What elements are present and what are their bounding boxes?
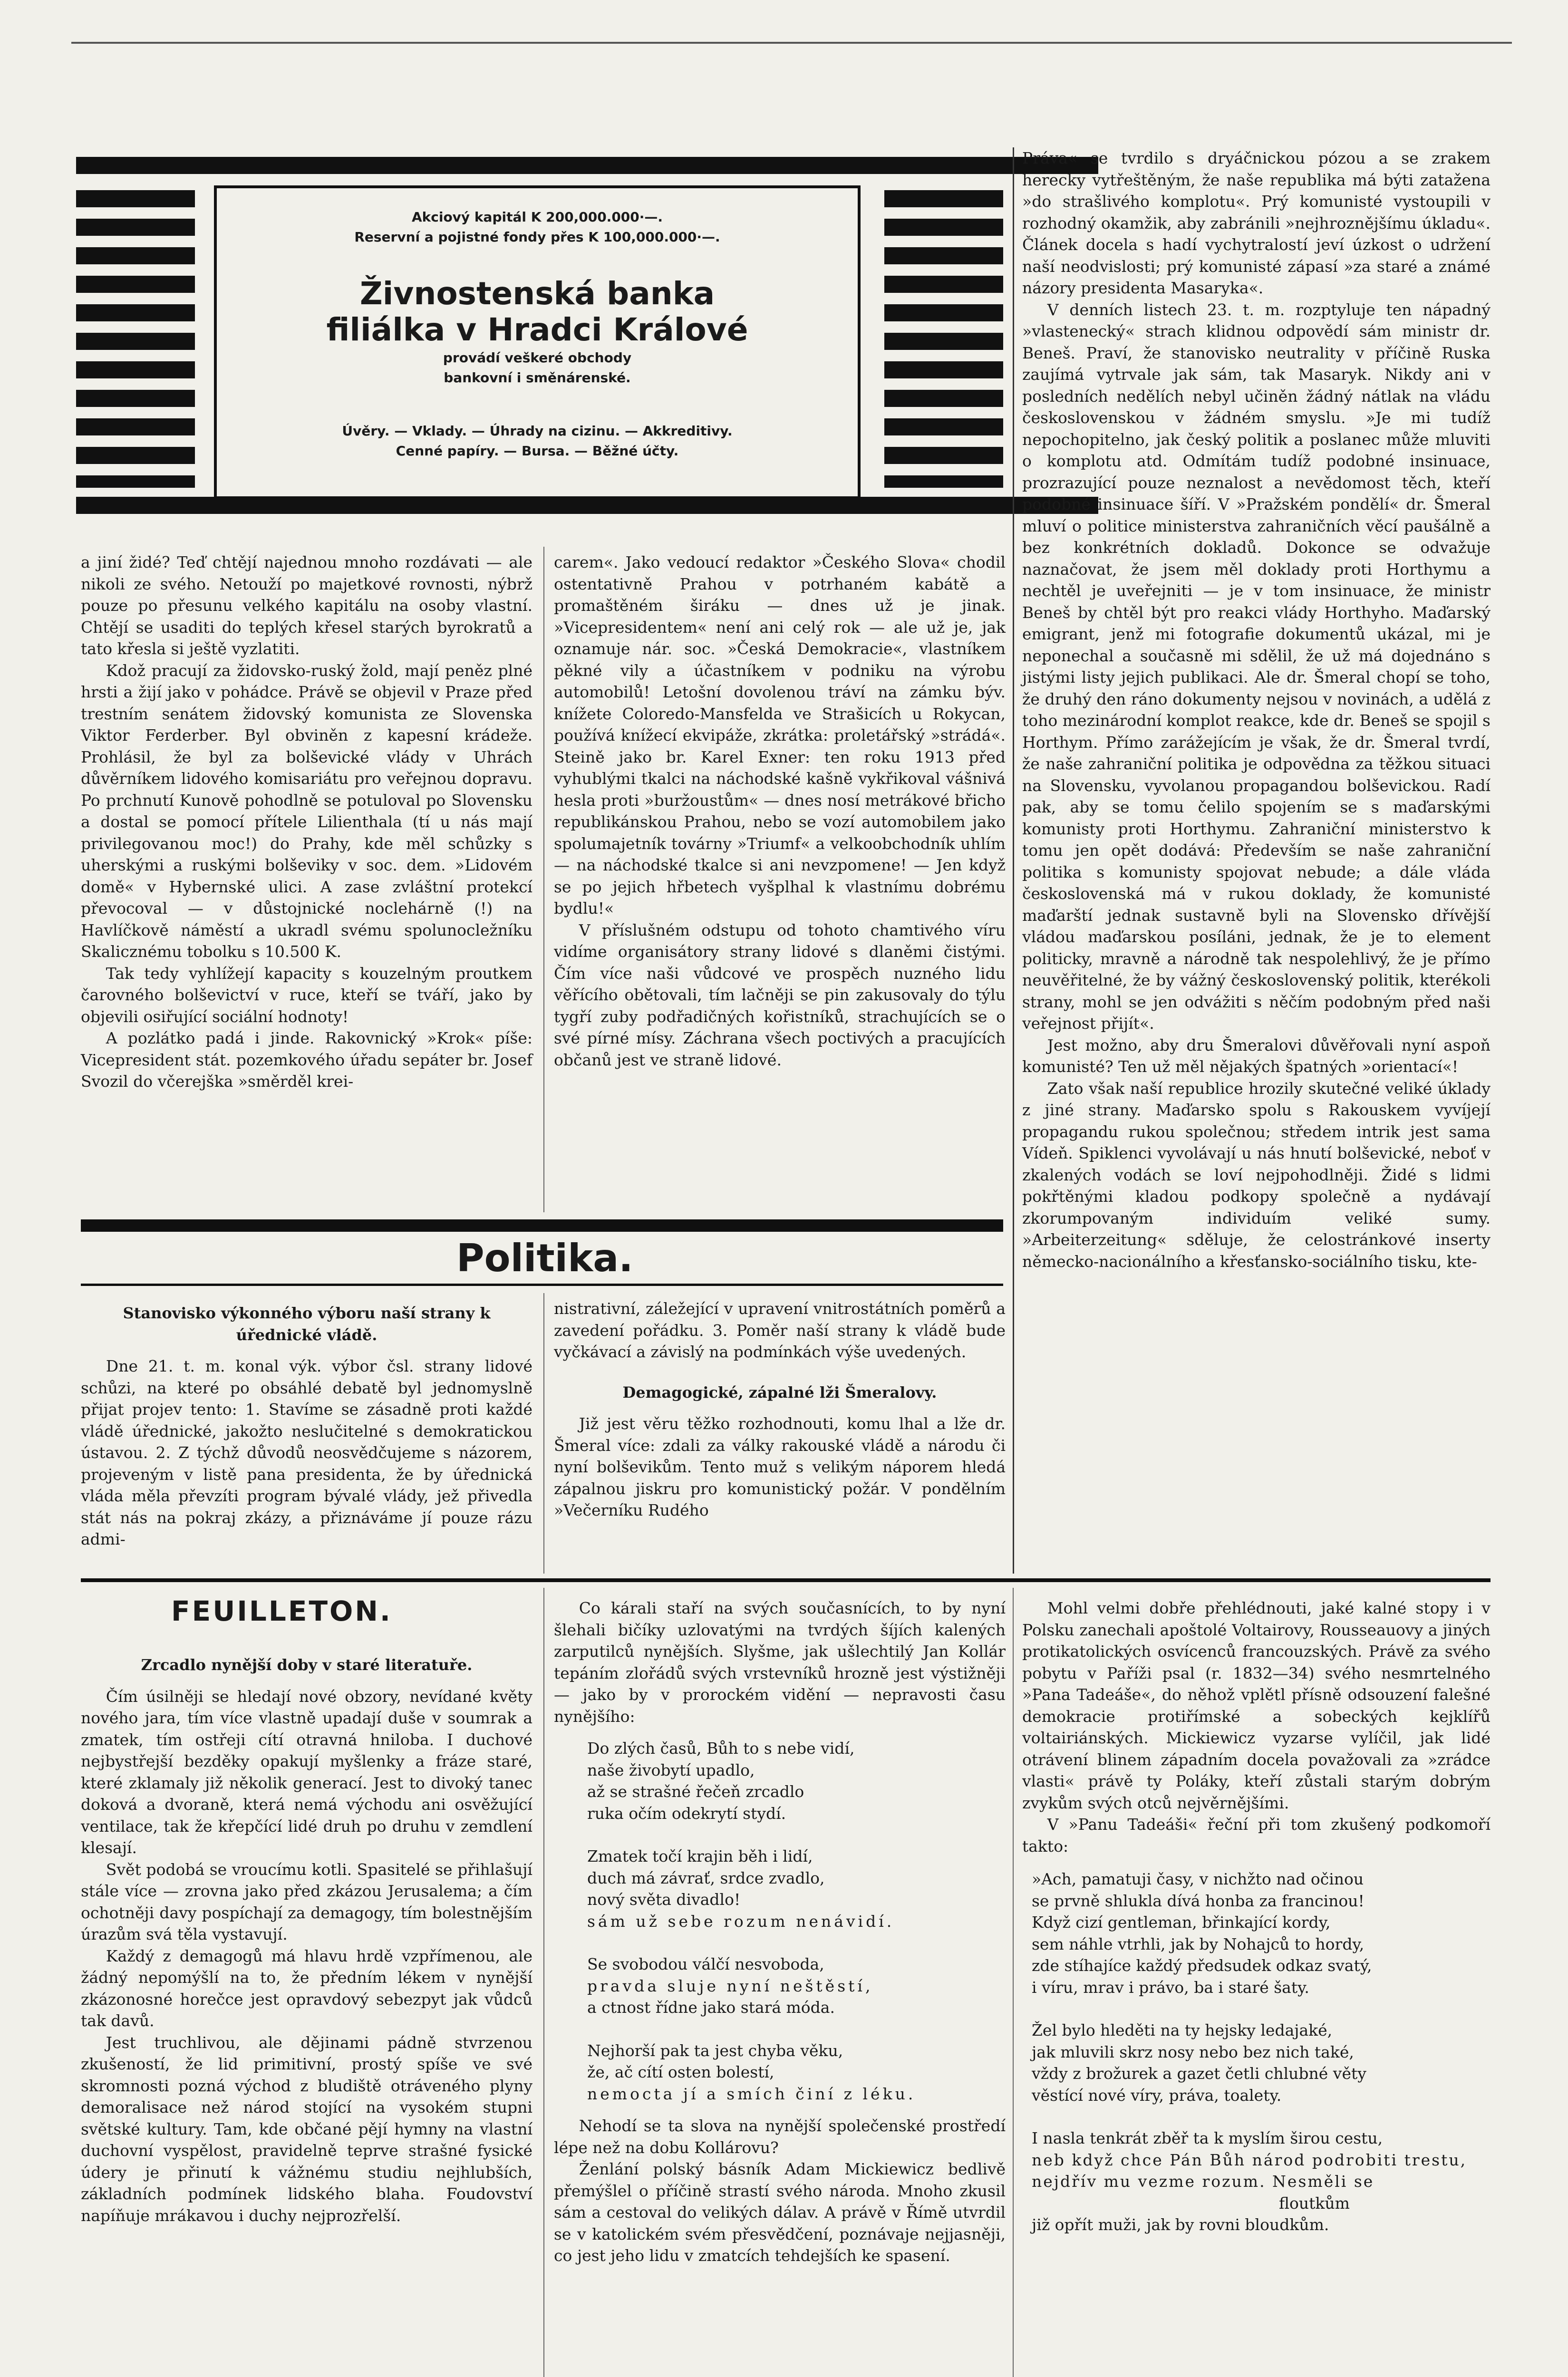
politika-title: Politika.	[456, 1236, 633, 1280]
paragraph: Jest možno, aby dru Šmeralovi důvěřovali nyní aspoň komunisté? Ten už měl nějakých špatných »orientací«!	[1022, 1035, 1491, 1076]
paragraph: Každý z demagogů má hlavu hrdě vzpřímenou, ale žádný nepomýšlí na to, že předním lékem v nynější zkázonosné horečce jest opravdový sebezpyt jak vůdců tak davů.	[81, 1946, 532, 2030]
poem-line: že, ač cítí osten bolestí,	[587, 2063, 774, 2081]
poem-line: jak mluvili skrz nosy nebo bez nich také,	[1032, 2042, 1354, 2061]
ad-title: Živnostenská banka	[359, 275, 715, 312]
paragraph: Zato však naší republice hrozily skutečné veliké úklady z jiné strany. Maďarsko spolu s Rakouskem vyvíjejí propagandu rukou společnou; středem intrik jest sama Vídeň. Spiklenci vyvolávají u nás hnutí bolševické, neboť v zkalených vodách se loví nejpohodlněji. Židé s lidmi pokřtěnými kladou podkopy společně a nydávají zkorumpovaným individuím veliké sumy. »Arbeiterzeitung« sděluje, že celostránkové inserty německo-nacionálního a křesťansko-sociálního tisku, kte-	[1022, 1079, 1491, 1271]
feuilleton-right	[1022, 1597, 1491, 2236]
poem-line: se prvně shlukla dívá honba za francinou!	[1032, 1891, 1365, 1910]
paragraph: Mohl velmi dobře přehlédnouti, jaké kalné stopy i v Polsku zanechali apoštolé Voltairovy, Rousseauovy a jiných protikatolických osvícenců francouzských. Právě za svého pobytu v Paříži psal (r. 1832—34) svého nesmrtelného »Pana Tadeáše«, do něhož vplětl přísně odsouzení falešné demokracie protiřímské a sobeckých kejklířů voltairiánských. Mickiewicz vyzarse vylíčil, jak lidé otrávení blinem západním docela považovali za »zrádce vlasti« právě ty Poláky, kteří zůstali starým dobrým zvykům svých otců nejvěrnějšími.	[1022, 1599, 1491, 1812]
poem-line: až se strašné řečeň zrcadlo	[587, 1782, 804, 1801]
ad-subtitle-2: bankovní i směnárenské.	[444, 370, 631, 386]
poem-line: již opřít muži, jak by rovni bloudkům.	[1032, 2215, 1329, 2234]
paragraph: Jest truchlivou, ale dějinami pádně stvrzenou zkušeností, že lid primitivní, prostý spíše ve své skromnosti pozná východ z bludiště otráveného plyny demoralisace než národ stojící na vysokém stupni světské kultury. Tam, kde občané pějí hymny na vlastní duchovní vyspělost, pravidelně teprve strašné fysické údery je přinutí k vážnému studiu nejhlubších, základních podmínek lidského blaha. Foudovství napíňuje mrákavou i duchy nejprozřelší.	[81, 2033, 532, 2225]
poem-line: nejdřív mu vezme rozum. Nesměli se	[1032, 2172, 1374, 2191]
paragraph: Již jest věru těžko rozhodnouti, komu lhal a lže dr. Šmeral více: zdali za války rakouské vládě a národu či nyní bolševikům. Tento muž s velikým náporem hledá zápalnou jiskru pro komunistický požár. V pondělním »Večerníku Rudého	[554, 1414, 1006, 1519]
poem-line: sem náhle vtrhli, jak by Nohajců to hordy,	[1032, 1934, 1365, 1953]
demagog-subhead: Demagogické, zápalné lži Šmeralovy.	[622, 1383, 937, 1401]
paragraph: Svět podobá se vroucímu kotli. Spasitelé se přihlašují stále více — zrovna jako před zkázou Jerusalema; a čím ochotněji davy pospíchají za demagogy, tím bolestnějším úrazům svá těla vystavují.	[81, 1860, 532, 1943]
column-divider	[543, 547, 544, 1212]
politika-rule-bottom	[81, 1284, 1003, 1286]
poem-line: »Ach, pamatuji časy, v nichžto nad očinou	[1032, 1870, 1364, 1888]
politika-rule-top	[81, 1219, 1003, 1232]
poem-line: vždy z brožurek a gazet četli chlubné věty	[1032, 2064, 1366, 2083]
feuilleton-left	[81, 1650, 532, 2226]
paragraph: Ženlání polský básník Adam Mickiewicz bedlivě přemýšlel o příčině strastí svého národa. Mnoho zkusil sám a cestoval do velikých dálav. A právě v Římě utvrdil se v katolickém svém přesvědčení, poznávaje nejjasněji, co jest jeho lidu v zmatcích tehdejších ke spasení.	[554, 2160, 1006, 2265]
poem-line: Do zlých časů, Bůh to s nebe vidí,	[587, 1739, 855, 1758]
poem-line: nemocta jí a smích činí z léku.	[587, 2084, 916, 2103]
paragraph: Čím úsilněji se hledají nové obzory, nevídané květy nového jara, tím více vlastně upadají duše v soumrak a zmatek, tím ostřeji cítí otravná hniloba. I duchové nejbystřejší bezděky opakují myšlenky a fráze staré, které zklamaly již několik generací. Jest to divoký tanec doková a dvoraně, která nemá východu ani osvěžující ventilace, tak že křepčící lidé druh po druhu v zemdlení klesají.	[81, 1687, 532, 1857]
column-divider	[1013, 1588, 1014, 2377]
feuilleton-mid	[554, 1597, 1006, 2267]
poem-line: Žel bylo hleděti na ty hejsky ledajaké,	[1032, 2021, 1333, 2039]
paragraph: V příslušném odstupu od tohoto chamtivého víru vidíme organisátory strany lidové s dlaněmi čistými. Čím více naši vůdcové ve prospěch nuzného lidu věřícího obětovali, tím lačněji se pin zakusovaly do týlu tygří zuby podřadičných kořistníků, strachujících se o své pírné mísy. Záchrana všech poctivých a pracujících občanů jest ve straně lidové.	[554, 920, 1006, 1069]
poem-line: ruka očím odekrytí stydí.	[587, 1804, 786, 1823]
politika-mid	[554, 1298, 1006, 1521]
paragraph: carem«. Jako vedoucí redaktor »Českého Slova« chodil ostentativně Prahou v potrhaném kabátě a promaštěném širáku — dnes už je jinak. »Vicepresidentem« není ani celý rok — ale už je, jak oznamuje nár. soc. »Česká Demokracie«, vlastníkem pěkné vily a účastníkem v podniku na výrobu automobilů! Letošní dovolenou tráví na zámku býv. knížete Coloredo-Mansfelda ve Strašicích u Rokycan, používá knížecí ekvipáže, zkrátka: proletářský »strádá«. Steině jako br. Karel Exner: ten roku 1913 před vyhublými tkalci na náchodské kašně vykřikoval vášnivá hesla proti »buržoustům« — dnes nosí metrákové břicho republikánskou Prahou, nebo se vozí automobilem jako spolumajetník továrny »Triumf« a velkoobchodník uhlím — na náchodské tkalce si ani nevzpomene! — Jen když se po jejich hřbetech vyšplhal k vlastnímu dobrému bydlu!«	[554, 553, 1006, 918]
ad-capital: Akciový kapitál K 200,000.000·—.	[411, 209, 663, 225]
column-divider	[1013, 147, 1014, 1574]
bank-advertisement	[214, 185, 861, 499]
column-divider	[543, 1293, 544, 1574]
poem-line: I nasla tenkrát zběř ta k myslím širou cestu,	[1032, 2129, 1383, 2147]
poem-line: naše živobytí upadlo,	[587, 1760, 755, 1779]
ad-reserve: Reservní a pojistné fondy přes K 100,000.000·—.	[354, 229, 720, 245]
poem-line: neb když chce Pán Bůh národ podrobiti trestu,	[1032, 2150, 1467, 2169]
feuilleton-subhead: Zrcadlo nynější doby v staré literatuře.	[141, 1656, 473, 1674]
paragraph: Tak tedy vyhlížejí kapacity s kouzelným proutkem čarovného bolševictví v ruce, kteří se tváří, jako by objevili osiřující sociální hodnoty!	[81, 964, 532, 1026]
paragraph: a jiní židé? Teď chtějí najednou mnoho rozdávati — ale nikoli ze svého. Netouží po majetkové rovnosti, nýbrž pouze po přesunu velkého kapitálu na osoby vlastní. Chtějí se usaditi do teplých křesel starých byrokratů a tato křesla si ještě vyzlatiti.	[81, 553, 532, 658]
ad-services: Úvěry. — Vklady. — Úhrady na cizinu. — Akkreditivy.	[342, 423, 733, 439]
poem-line: floutkům	[1279, 2193, 1350, 2213]
poem-line: Se svobodou válčí nesvoboda,	[587, 1955, 824, 1973]
politika-left	[81, 1298, 532, 1550]
ad-title-branch: filiálka v Hradci Králové	[326, 311, 748, 348]
article-right	[1022, 147, 1491, 1272]
paragraph: Co kárali staří na svých současnících, to by nyní šlehali bičíky uzlovatými na tvrdých šíjích kalených zarputilců nynějších. Slyšme, jak ušlechtilý Jan Kollár tepáním zlořádů svých vrstevníků hrozně jest výstižněji — jako by v prorockém vidění — nepravosti času nynějšího:	[554, 1599, 1006, 1726]
poem-line	[554, 2019, 1006, 2040]
column-divider	[543, 1588, 544, 2377]
article-mid-top	[554, 551, 1006, 1071]
poem-line	[1022, 1998, 1491, 2019]
paragraph: Kdož pracují za židovsko-ruský žold, mají peněz plné hrsti a žijí jako v pohádce. Právě se objevil v Praze před trestním senátem židovský komunista ze Slovenska Viktor Ferderber. Byl obviněn z kapesní krádeže. Prohlásil, že byl za bolševické vlády v Uhrách důvěrníkem lidového komisariátu pro veřejnou dopravu. Po prchnutí Kunově pohodlně se potuloval po Slovensku a dostal se pomocí přítele Lilienthala (tí u nás mají privilegovanou moc!) do Prahy, kde měl schůzky s uherskými a ruskými bolševiky v soc. dem. »Lidovém domě« v Hybernské ulici. A zase zvláštní protekcí převocoval — v důstojnické noclehárně (!) na Havlíčkově náměstí a ukradl svému spolunocležníku Skalicznému tobolku s 10.500 K.	[81, 661, 532, 961]
paragraph: V denních listech 23. t. m. rozptyluje ten nápadný »vlastenecký« strach klidnou odpovědí sám ministr dr. Beneš. Praví, že stanovisko neutrality v příčině Ruska zaujímá vytrvale jak sám, tak Masaryk. Nikdy ani v posledních nedělích nebyl učiněn žádný nátlak na vládu československou v žádném smyslu. »Je mi tudíž nepochopitelno, jak český politik a poslanec může mluviti o komplotu atd. Odmítám tudíž podobné insinuace, prozrazující pouze neznalost a nevědomost těch, kteří podobné insinuace šíří. V »Pražském pondělí« dr. Šmeral mluví o politice ministerstva zahraničních věcí paušálně a bez konkrétních dokladů. Dokonce se odvažuje naznačovat, že jsem měl doklady proti Horthymu a nechtěl je uveřejniti — je v tom insinuace, že ministr Beneš by chtěl být pro reakci vlády Horthyho. Maďarský emigrant, jenž mi fotografie dokumentů ukázal, mi je neponechal a současně mi sdělil, že už má dojednáno s jistými listy jejich publikaci. Ale dr. Šmeral chopí se toho, že druhý den ráno dokumenty nejsou v novinách, a udělá z toho mezinárodní komplot reakce, kde dr. Beneš se spojil s Horthym. Přímo zarážejícím je však, že dr. Šmeral tvrdí, že naše zahraniční politika je odpovědna za těžkou situaci na Slovensku, vyvolanou propagandou bolševickou. Radí pak, aby se tomu čelilo spojením se s maďarskými komunisty proti Horthymu. Zahraniční ministerstvo k tomu jen opět dodává: Především se naše zahraniční politika s komunisty spojovat nebude; a dále vláda československá má v rukou doklady, že komunisté maďarští jednak sustavně byli na Slovensko dřívější vládou maďarskou posíláni, jednak, že je to element politicky, mravně a národně tak nespolehlivý, že je přímo neuvěřitelné, že by vážný československý politik, kterékoli strany, mohl se jen odvážiti s něčím podobným před naši veřejnost přijít«.	[1022, 300, 1491, 1033]
poem-line	[554, 1932, 1006, 1953]
paragraph: A pozlátko padá i jinde. Rakovnický »Krok« píše: Vicepresident stát. pozemkového úřadu sepáter br. Josef Svozil do včerejška »směrděl krei-	[81, 1029, 532, 1091]
paragraph: Práva« se tvrdilo s dryáčnickou pózou a se zrakem herecky vytřeštěným, že naše republika má býti zatažena »do strašlivého komplotu«. Prý komunisté vystoupili v rozhodný okamžik, aby zabránili »nejhroznějšímu úkladu«. Článek docela s hadí vychytralostí jeví úzkost o udržení naší neodvislosti; prý komunisté zápasí »za staré a známé názory presidenta Masaryka«.	[1022, 149, 1491, 297]
poem-line: zde stíhajíce každý předsudek odkaz svatý,	[1032, 1956, 1372, 1975]
paragraph: nistrativní, záležející v upravení vnitrostátních poměrů a zavedení pořádku. 3. Poměr naší strany k vládě bude vyčkávací a závislý na podmínkách výše uvedených.	[554, 1299, 1006, 1361]
page-top-rule	[71, 42, 1512, 44]
poem-line: i víru, mrav i právo, ba i staré šaty.	[1032, 1978, 1309, 1997]
poem-line: pravda sluje nyní neštěstí,	[587, 1976, 873, 1995]
ad-subtitle: provádí veškeré obchody	[443, 350, 632, 366]
poem-line: sám už sebe rozum nenávidí.	[587, 1912, 895, 1931]
poem-line: věstící nové víry, práva, toalety.	[1032, 2086, 1282, 2105]
poem-line	[554, 1824, 1006, 1846]
poem-line: a ctnost řídne jako stará móda.	[587, 1998, 835, 2017]
kollar-poem	[554, 1738, 1006, 2105]
ad-services-2: Cenné papíry. — Bursa. — Běžné účty.	[396, 443, 679, 459]
poem-line: duch má závrať, srdce zvadlo,	[587, 1868, 825, 1887]
feuilleton-title: FEUILLETON.	[171, 1595, 392, 1627]
poem-line: Zmatek točí krajin běh i lidí,	[587, 1847, 813, 1865]
paragraph: Dne 21. t. m. konal výk. výbor čsl. strany lidové schůzi, na které po obsáhlé debatě byl jednomyslně přijat projev tento: 1. Stavíme se zásadně proti každé vládě úřednické, jakožto neslučitelné s demokratickou ústavou. 2. Z týchž důvodů neosvědčujeme s názorem, projeveným v listě pana presidenta, že by úřednická vláda měla převzíti program bývalé vlády, jež přivedla stát nás na pokraj zkázy, a přiznáváme jí pouze rázu admi-	[81, 1357, 532, 1548]
poem-line: nový světa divadlo!	[587, 1890, 741, 1909]
paragraph: V »Panu Tadeáši« řeční při tom zkušený podkomoří takto:	[1022, 1815, 1491, 1855]
feuilleton-rule	[81, 1578, 1491, 1582]
politika-subhead: Stanovisko výkonného výboru naší strany k úřednické vládě.	[123, 1304, 491, 1344]
poem-line	[1022, 2106, 1491, 2127]
mickiewicz-poem	[1022, 1868, 1491, 2236]
article-left-top	[81, 551, 532, 1092]
poem-line: Nejhorší pak ta jest chyba věku,	[587, 2041, 843, 2060]
poem-line: Když cizí gentleman, břinkající kordy,	[1032, 1913, 1331, 1932]
paragraph: Nehodí se ta slova na nynější společenské prostředí lépe než na dobu Kollárovu?	[554, 2116, 1006, 2157]
